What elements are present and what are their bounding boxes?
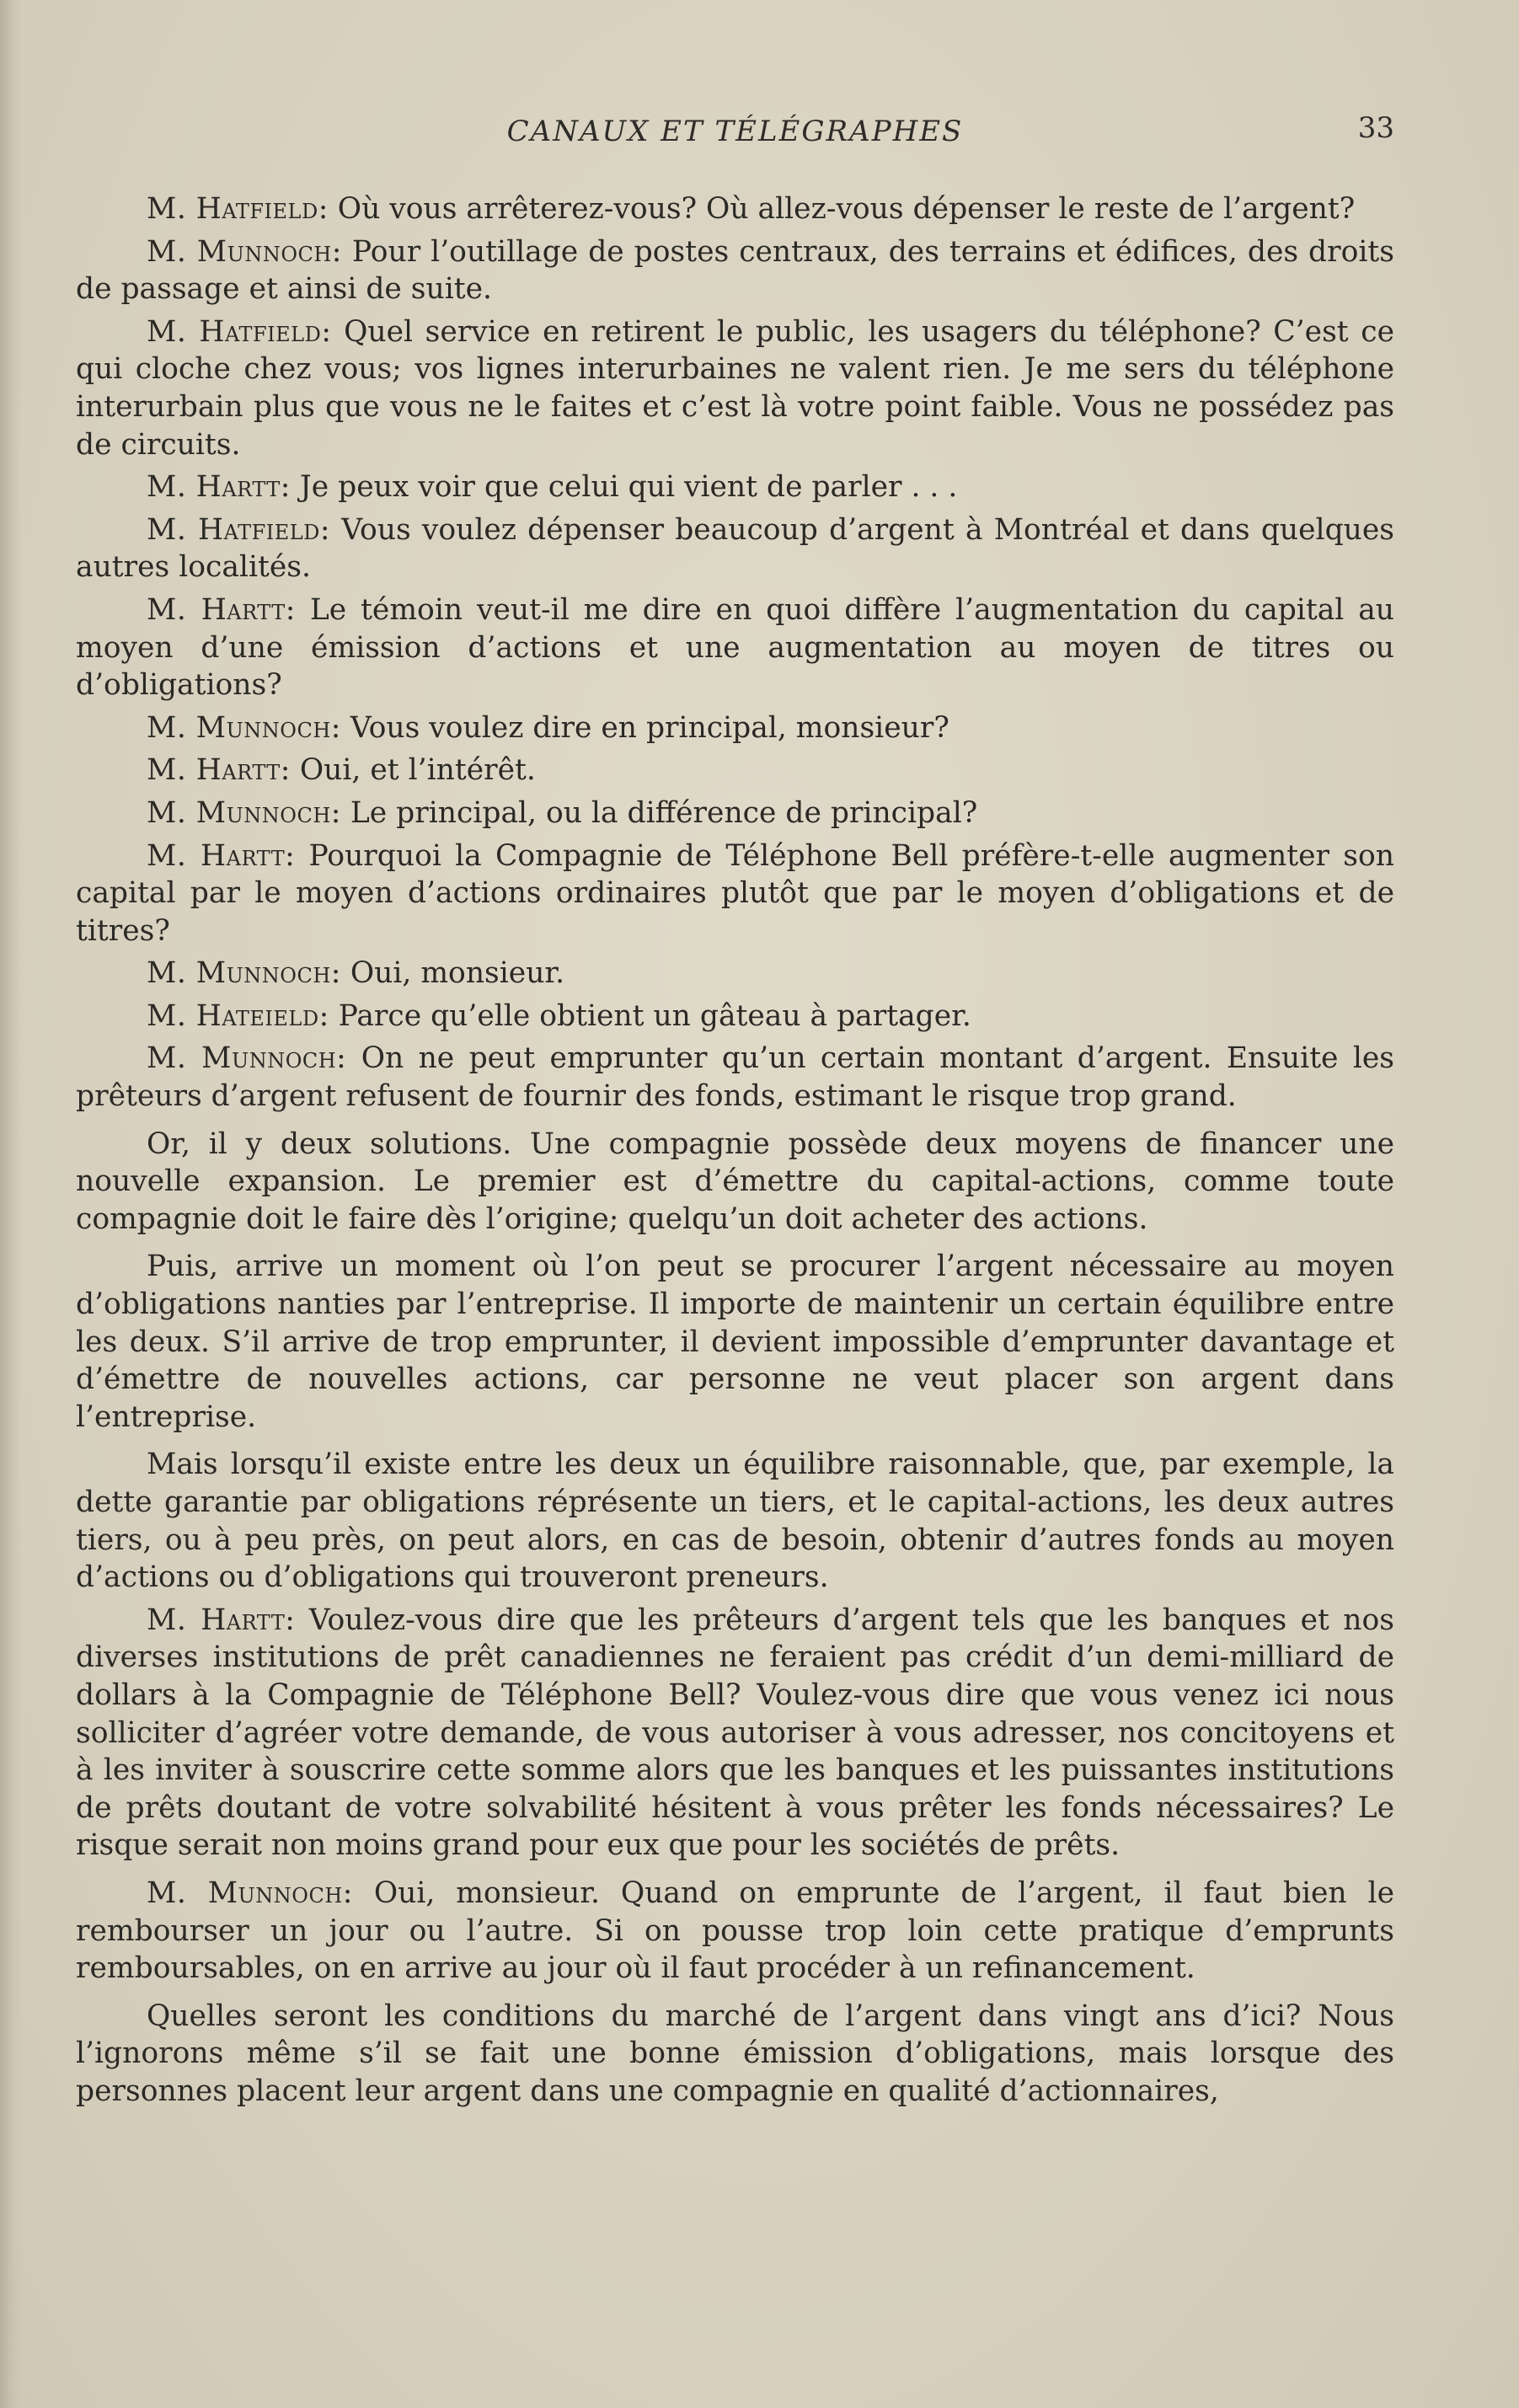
speaker-name: M. Hatfield: [147,192,329,226]
paragraph [76,752,1394,789]
paragraph [76,591,1394,704]
page-number: 33 [1357,111,1394,145]
speaker-name: M. Hartt: [147,470,291,505]
paragraph-text: Je peux voir que celui qui vient de parler . . . [299,470,958,505]
paragraph [76,1875,1394,1988]
paragraph-text: Le principal, ou la différence de principal? [350,795,978,830]
paragraph-text: Quel service en retirent le public, les usagers du téléphone? C’est ce qui cloche chez vous; vos lignes interurbaines ne valent rien. Je me sers du téléphone interurbain plus que vous ne le faites et c’est là votre point faible. Vous ne possédez pas de circuits. [76,314,1395,462]
speaker-name: M. Munnoch: [147,710,341,745]
paragraph-text: Voulez-vous dire que les prêteurs d’argent tels que les banques et nos diverses institutions de prêt canadiennes ne feraient pas crédit d’un demi-milliard de dollars à la Compagnie de Téléphone Bell? Voulez-vous dire que vous venez ici nous solliciter d’agréer votre demande, de vous autoriser à vous adresser, nos concitoyens et à les inviter à souscrire cette somme alors que les banques et les puissantes institutions de prêts doutant de votre solvabilité hésitent à vous prêter les fonds nécessaires? Le risque serait non moins grand pour eux que pour les sociétés de prêts. [76,1603,1394,1863]
speaker-name: M. Hatfield: [147,512,331,547]
paragraph-text: Or, il y deux solutions. Une compagnie possède deux moyens de financer une nouvelle expansion. Le premier est d’émettre du capital-actions, comme toute compagnie doit le faire dès l’origine; quelqu’un doit acheter des actions. [76,1126,1394,1236]
speaker-name: M. Munnoch: [147,234,342,269]
speaker-name: M. Hartt: [147,838,296,873]
paragraph [76,1602,1394,1865]
binding-edge [0,0,22,2408]
paragraph-text: Où vous arrêterez-vous? Où allez-vous dépenser le reste de l’argent? [337,192,1356,226]
page-header [76,111,1394,165]
paragraph-text: Pour l’outillage de postes centraux, des terrains et édifices, des droits de passage et ainsi de suite. [76,234,1394,307]
speaker-name: M. Munnoch: [147,956,341,991]
paragraph-text: Quelles seront les conditions du marché de l’argent dans vingt ans d’ici? Nous l’ignorons même s’il se fait une bonne émission d’obligations, mais lorsque des personnes placent leur argent dans une compagnie en qualité d’actionnaires, [76,1999,1394,2108]
paragraph [76,709,1394,747]
paragraph [76,1126,1394,1239]
paragraph [76,1248,1394,1436]
paragraph-text: Puis, arrive un moment où l’on peut se procurer l’argent nécessaire au moyen d’obligations nanties par l’entreprise. Il importe de maintenir un certain équilibre entre les deux. S’il arrive de trop emprunter, il devient impossible d’emprunter davantage et d’émettre de nouvelles actions, car personne ne veut placer son argent dans l’entreprise. [76,1249,1394,1434]
paragraph [76,955,1394,993]
speaker-name: M. Hartt: [147,592,296,627]
paragraph [76,837,1394,950]
speaker-name: M. Munnoch: [147,1041,347,1076]
paragraph [76,233,1394,308]
speaker-name: M. Hartt: [147,753,291,788]
paragraph [76,190,1394,228]
paragraph [76,1040,1394,1115]
paragraph [76,313,1394,463]
paragraph [76,795,1394,832]
paragraph [76,511,1394,586]
paragraph-text: Oui, monsieur. Quand on emprunte de l’argent, il faut bien le rembourser un jour ou l’autre. Si on pousse trop loin cette pratique d’emprunts remboursables, on en arrive au jour où il faut procéder à un refinancement. [76,1876,1394,1986]
paragraph-text: Pourquoi la Compagnie de Téléphone Bell préfère-t-elle augmenter son capital par le moyen d’actions ordinaires plutôt que par le moyen d’obligations et de titres? [76,838,1394,948]
paragraph [76,1998,1394,2111]
speaker-name: M. Hartt: [147,1603,296,1637]
paragraph-text: Oui, monsieur. [350,956,565,991]
speaker-name: M. Hateield: [147,998,329,1033]
paragraph [76,998,1394,1035]
speaker-name: M. Munnoch: [147,795,341,830]
paragraph [76,468,1394,506]
running-title: CANAUX ET TÉLÉGRAPHES [506,115,964,148]
paragraph-text: On ne peut emprunter qu’un certain montant d’argent. Ensuite les prêteurs d’argent refusent de fournir des fonds, estimant le risque trop grand. [76,1041,1394,1114]
paragraph-text: Le témoin veut-il me dire en quoi diffère l’augmentation du capital au moyen d’une émission d’actions et une augmentation au moyen de titres ou d’obligations? [76,592,1395,703]
speaker-name: M. Munnoch: [147,1876,353,1910]
paragraph [76,1446,1394,1596]
speaker-name: M. Hatfield: [147,314,332,349]
paragraph-text: Parce qu’elle obtient un gâteau à partager. [338,998,971,1033]
body-text [76,190,1394,2116]
paragraph-text: Vous voulez dépenser beaucoup d’argent à Montréal et dans quelques autres localités. [76,512,1395,585]
paragraph-text: Mais lorsqu’il existe entre les deux un équilibre raisonnable, que, par exemple, la dette garantie par obligations réprésente un tiers, et le capital-actions, les deux autres tiers, ou à peu près, on peut alors, en cas de besoin, obtenir d’autres fonds au moyen d’actions ou d’obligations qui trouveront preneurs. [76,1447,1394,1595]
paragraph-text: Oui, et l’intérêt. [299,753,536,788]
paragraph-text: Vous voulez dire en principal, monsieur? [350,710,949,745]
